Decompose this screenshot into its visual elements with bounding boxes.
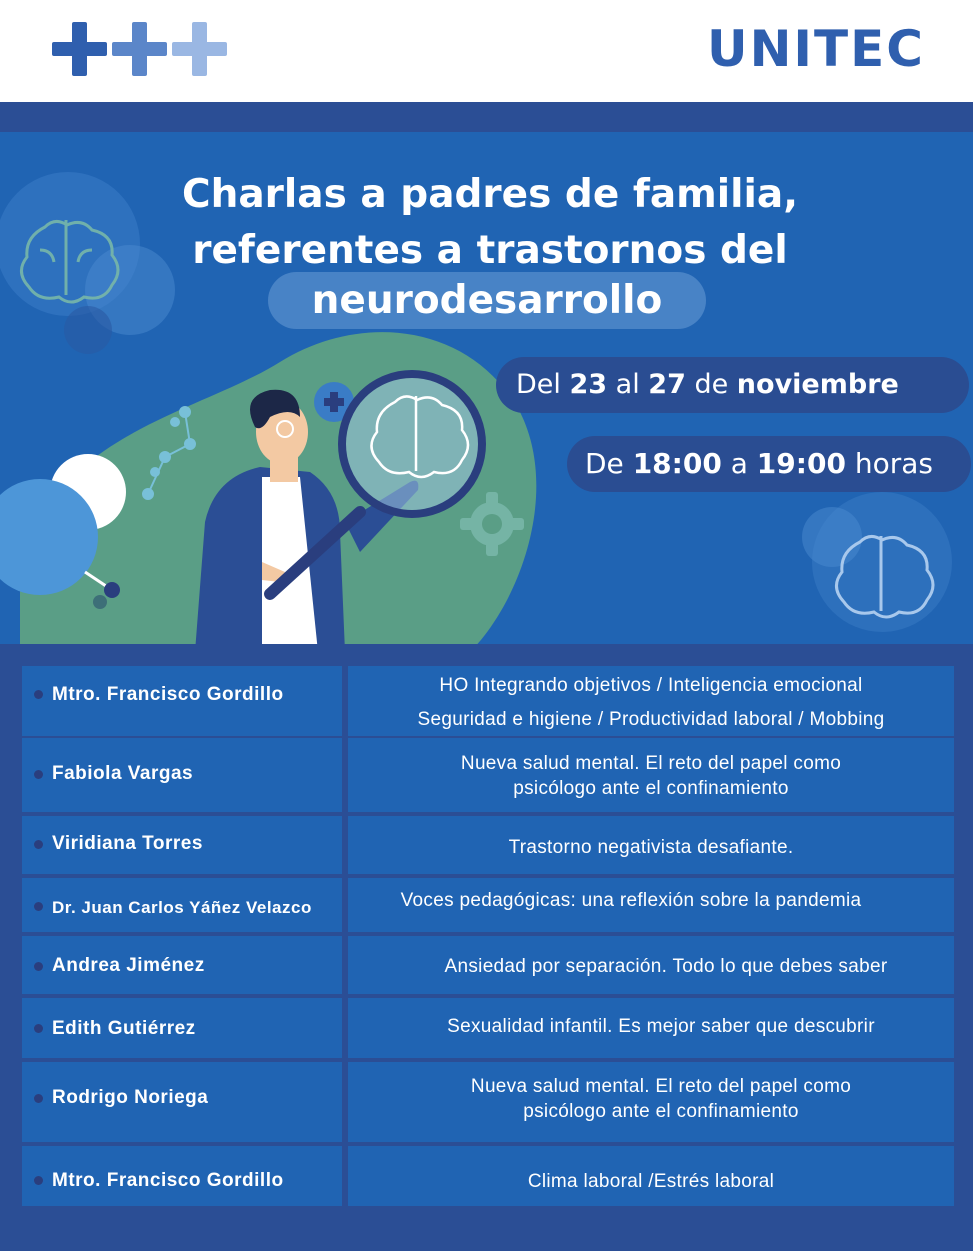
speaker-cell (22, 878, 342, 932)
title-line-1: Charlas a padres de familia, (181, 172, 799, 217)
table-row (22, 878, 954, 932)
plus-logo (52, 22, 230, 76)
speaker-cell (22, 738, 342, 812)
topic-cell (348, 998, 954, 1058)
bullet-icon (34, 1094, 43, 1103)
title-line-2: referentes a trastornos del (192, 228, 788, 273)
speaker-name: Dr. Juan Carlos Yáñez Velazco (52, 898, 312, 917)
hero-banner (0, 132, 973, 652)
topic-line: psicólogo ante el confinamiento (513, 778, 789, 799)
topic-line: Nueva salud mental. El reto del papel como (470, 1076, 852, 1097)
topic-line: Clima laboral /Estrés laboral (527, 1171, 775, 1192)
speaker-cell (22, 816, 342, 874)
table-row (22, 936, 954, 994)
speaker-cell (22, 1146, 342, 1206)
schedule-table (0, 644, 973, 1251)
plus-icon (52, 22, 107, 76)
topic-line: Voces pedagógicas: una reflexión sobre la pandemia (400, 890, 862, 911)
topic-line: Nueva salud mental. El reto del papel como (460, 753, 842, 774)
bullet-icon (34, 902, 43, 911)
table-row (22, 738, 954, 812)
decor-circle (802, 507, 862, 567)
topic-cell (348, 878, 954, 932)
header-bar (0, 0, 973, 102)
page-title (120, 167, 860, 279)
topic-cell (348, 738, 954, 812)
topic-line: psicólogo ante el confinamiento (523, 1101, 799, 1122)
topic-cell (348, 936, 954, 994)
header-stripe (0, 102, 973, 132)
table-row (22, 666, 954, 736)
speaker-cell (22, 936, 342, 994)
speaker-name: Fabiola Vargas (52, 763, 194, 784)
topic-line: Ansiedad por separación. Todo lo que debes saber (444, 956, 888, 977)
speaker-name: Mtro. Francisco Gordillo (52, 1170, 284, 1191)
bullet-icon (34, 770, 43, 779)
bullet-icon (34, 1176, 43, 1185)
speaker-name: Edith Gutiérrez (52, 1018, 196, 1039)
topic-line: Trastorno negativista desafiante. (508, 837, 794, 858)
topic-line: Seguridad e higiene / Productividad laboral / Mobbing (417, 709, 885, 730)
date-range-badge: Del 23 al 27 de noviembre (496, 357, 969, 413)
speaker-cell (22, 666, 342, 736)
bullet-icon (34, 1024, 43, 1033)
table-row (22, 816, 954, 874)
speaker-cell (22, 998, 342, 1058)
speaker-cell (22, 1062, 342, 1142)
topic-cell (348, 816, 954, 874)
table-row (22, 1146, 954, 1206)
title-highlight: neurodesarrollo (268, 272, 706, 329)
topic-line: Sexualidad infantil. Es mejor saber que descubrir (447, 1016, 875, 1037)
topic-cell (348, 1062, 954, 1142)
plus-icon (172, 22, 227, 76)
bullet-icon (34, 840, 43, 849)
brand-logo: UNITEC (706, 20, 925, 78)
plus-icon (112, 22, 167, 76)
time-range-badge: De 18:00 a 19:00 horas (567, 436, 971, 492)
decor-circle (64, 306, 112, 354)
speaker-name: Rodrigo Noriega (52, 1087, 209, 1108)
topic-cell (348, 666, 954, 736)
table-row (22, 1062, 954, 1142)
topic-line: HO Integrando objetivos / Inteligencia emocional (439, 675, 863, 696)
topic-cell (348, 1146, 954, 1206)
bullet-icon (34, 690, 43, 699)
footer-stripe (0, 1227, 973, 1251)
bullet-icon (34, 962, 43, 971)
table-row (22, 998, 954, 1058)
speaker-name: Andrea Jiménez (52, 955, 205, 976)
speaker-name: Mtro. Francisco Gordillo (52, 684, 284, 705)
speaker-name: Viridiana Torres (52, 833, 203, 854)
